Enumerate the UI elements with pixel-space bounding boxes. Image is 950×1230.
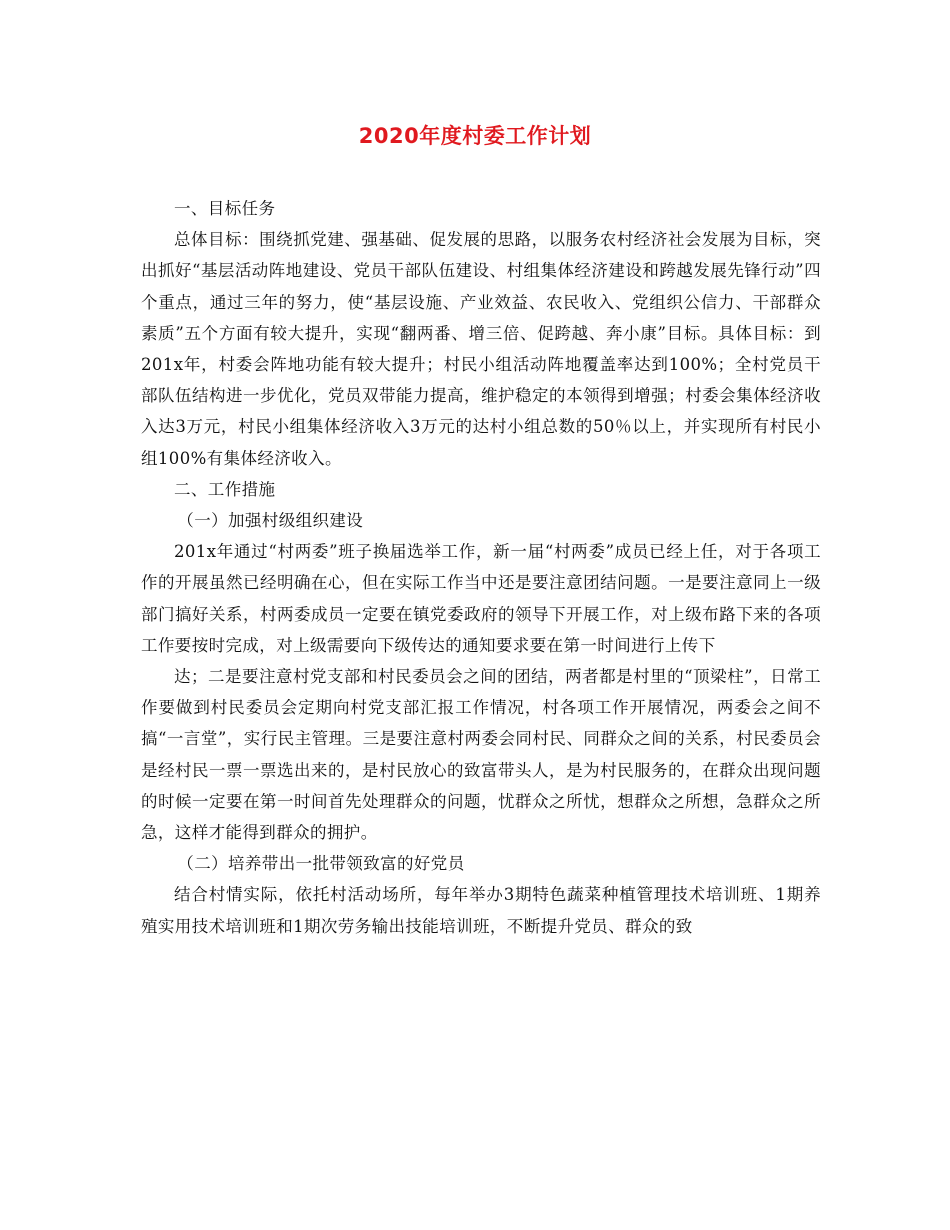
- subsection-heading-2: （二）培养带出一批带领致富的好党员: [177, 854, 465, 874]
- document-body: [141, 193, 821, 942]
- document-title: 2020年度村委工作计划: [358, 124, 592, 148]
- paragraph-org-building-1: 201x年通过“村两委”班子换届选举工作，新一届“村两委”成员已经上任，对于各项工作的开展虽然已经明确在心，但在实际工作当中还是要注意团结问题。一是要注意同上一级部门搞好关系，村两委成员一定要在镇党委政府的领导下开展工作，对上级布路下来的各项工作要按时完成，对上级需要向下级传达的通知要求要在第一时间进行上传下: [141, 542, 821, 655]
- paragraph-overall-goal: 总体目标：围绕抓党建、强基础、促发展的思路，以服务农村经济社会发展为目标，突出抓好“基层活动阵地建设、党员干部队伍建设、村组集体经济建设和跨越发展先锋行动”四个重点，通过三年的努力，使“基层设施、产业效益、农民收入、党组织公信力、干部群众素质”五个方面有较大提升，实现“翻两番、增三倍、促跨越、奔小康”目标。具体目标：到201x年，村委会阵地功能有较大提升；村民小组活动阵地覆盖率达到100%；全村党员干部队伍结构进一步优化，党员双带能力提高，维护稳定的本领得到增强；村委会集体经济收入达3万元，村民小组集体经济收入3万元的达村小组总数的50％以上，并实现所有村民小组100%有集体经济收入。: [141, 230, 821, 468]
- paragraph-org-building-2: 达；二是要注意村党支部和村民委员会之间的团结，两者都是村里的“顶梁柱”，日常工作要做到村民委员会定期向村党支部汇报工作情况，村各项工作开展情况，两委会之间不搞“一言堂”，实行民主管理。三是要注意村两委会同村民、同群众之间的关系，村民委员会是经村民一票一票选出来的，是村民放心的致富带头人，是为村民服务的，在群众出现问题的时候一定要在第一时间首先处理群众的问题，忧群众之所忧，想群众之所想，急群众之所急，这样才能得到群众的拥护。: [141, 667, 821, 843]
- subsection-heading-1: （一）加强村级组织建设: [177, 511, 364, 531]
- section-heading-2: 二、工作措施: [174, 479, 276, 499]
- section-heading-1: 一、目标任务: [174, 199, 276, 218]
- paragraph-training: 结合村情实际，依托村活动场所，每年举办3期特色蔬菜种植管理技术培训班、1期养殖实用技术培训班和1期次劳务输出技能培训班，不断提升党员、群众的致: [141, 885, 821, 936]
